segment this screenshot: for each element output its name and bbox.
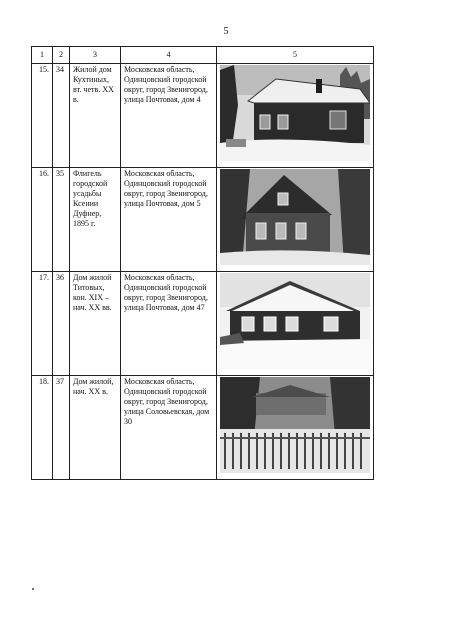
house-photo-icon <box>220 273 370 369</box>
table-row <box>32 376 374 480</box>
house-photo-icon <box>220 65 370 161</box>
table-row <box>32 64 374 168</box>
object-address: Московская область, Одинцовский городской округ, город Звенигород, улица Почтовая, дом 47 <box>121 272 217 376</box>
row-number: 18. <box>32 376 53 480</box>
column-header: 4 <box>121 47 217 64</box>
column-header: 5 <box>217 47 374 64</box>
object-address: Московская область, Одинцовский городской округ, город Звенигород, улица Почтовая, дом 4 <box>121 64 217 168</box>
object-id: 37 <box>53 376 70 480</box>
house-photo-icon <box>220 169 370 265</box>
object-photo-cell <box>217 376 374 480</box>
page-number: 5 <box>223 26 229 37</box>
house-photo-icon <box>220 377 370 473</box>
object-address: Московская область, Одинцовский городской округ, город Звенигород, улица Соловьевская, дом 30 <box>121 376 217 480</box>
scan-artifact <box>32 588 34 590</box>
object-name: Дом жилой Титовых, кон. XIX – нач. XX вв. <box>70 272 121 376</box>
object-name: Флигель городской усадьбы Ксении Дуфнер, 1895 г. <box>70 168 121 272</box>
column-header: 2 <box>53 47 70 64</box>
object-name: Дом жилой, нач. XX в. <box>70 376 121 480</box>
row-number: 16. <box>32 168 53 272</box>
heritage-registry-table <box>31 46 374 480</box>
object-id: 36 <box>53 272 70 376</box>
object-photo-cell <box>217 272 374 376</box>
object-name: Жилой дом Кухтиных, вт. четв. XX в. <box>70 64 121 168</box>
table-row <box>32 168 374 272</box>
object-photo-cell <box>217 168 374 272</box>
column-header: 1 <box>32 47 53 64</box>
row-number: 15. <box>32 64 53 168</box>
row-number: 17. <box>32 272 53 376</box>
object-photo-cell <box>217 64 374 168</box>
column-header: 3 <box>70 47 121 64</box>
table-row <box>32 272 374 376</box>
object-id: 35 <box>53 168 70 272</box>
table-header-row <box>32 47 374 64</box>
object-address: Московская область, Одинцовский городской округ, город Звенигород, улица Почтовая, дом 5 <box>121 168 217 272</box>
object-id: 34 <box>53 64 70 168</box>
